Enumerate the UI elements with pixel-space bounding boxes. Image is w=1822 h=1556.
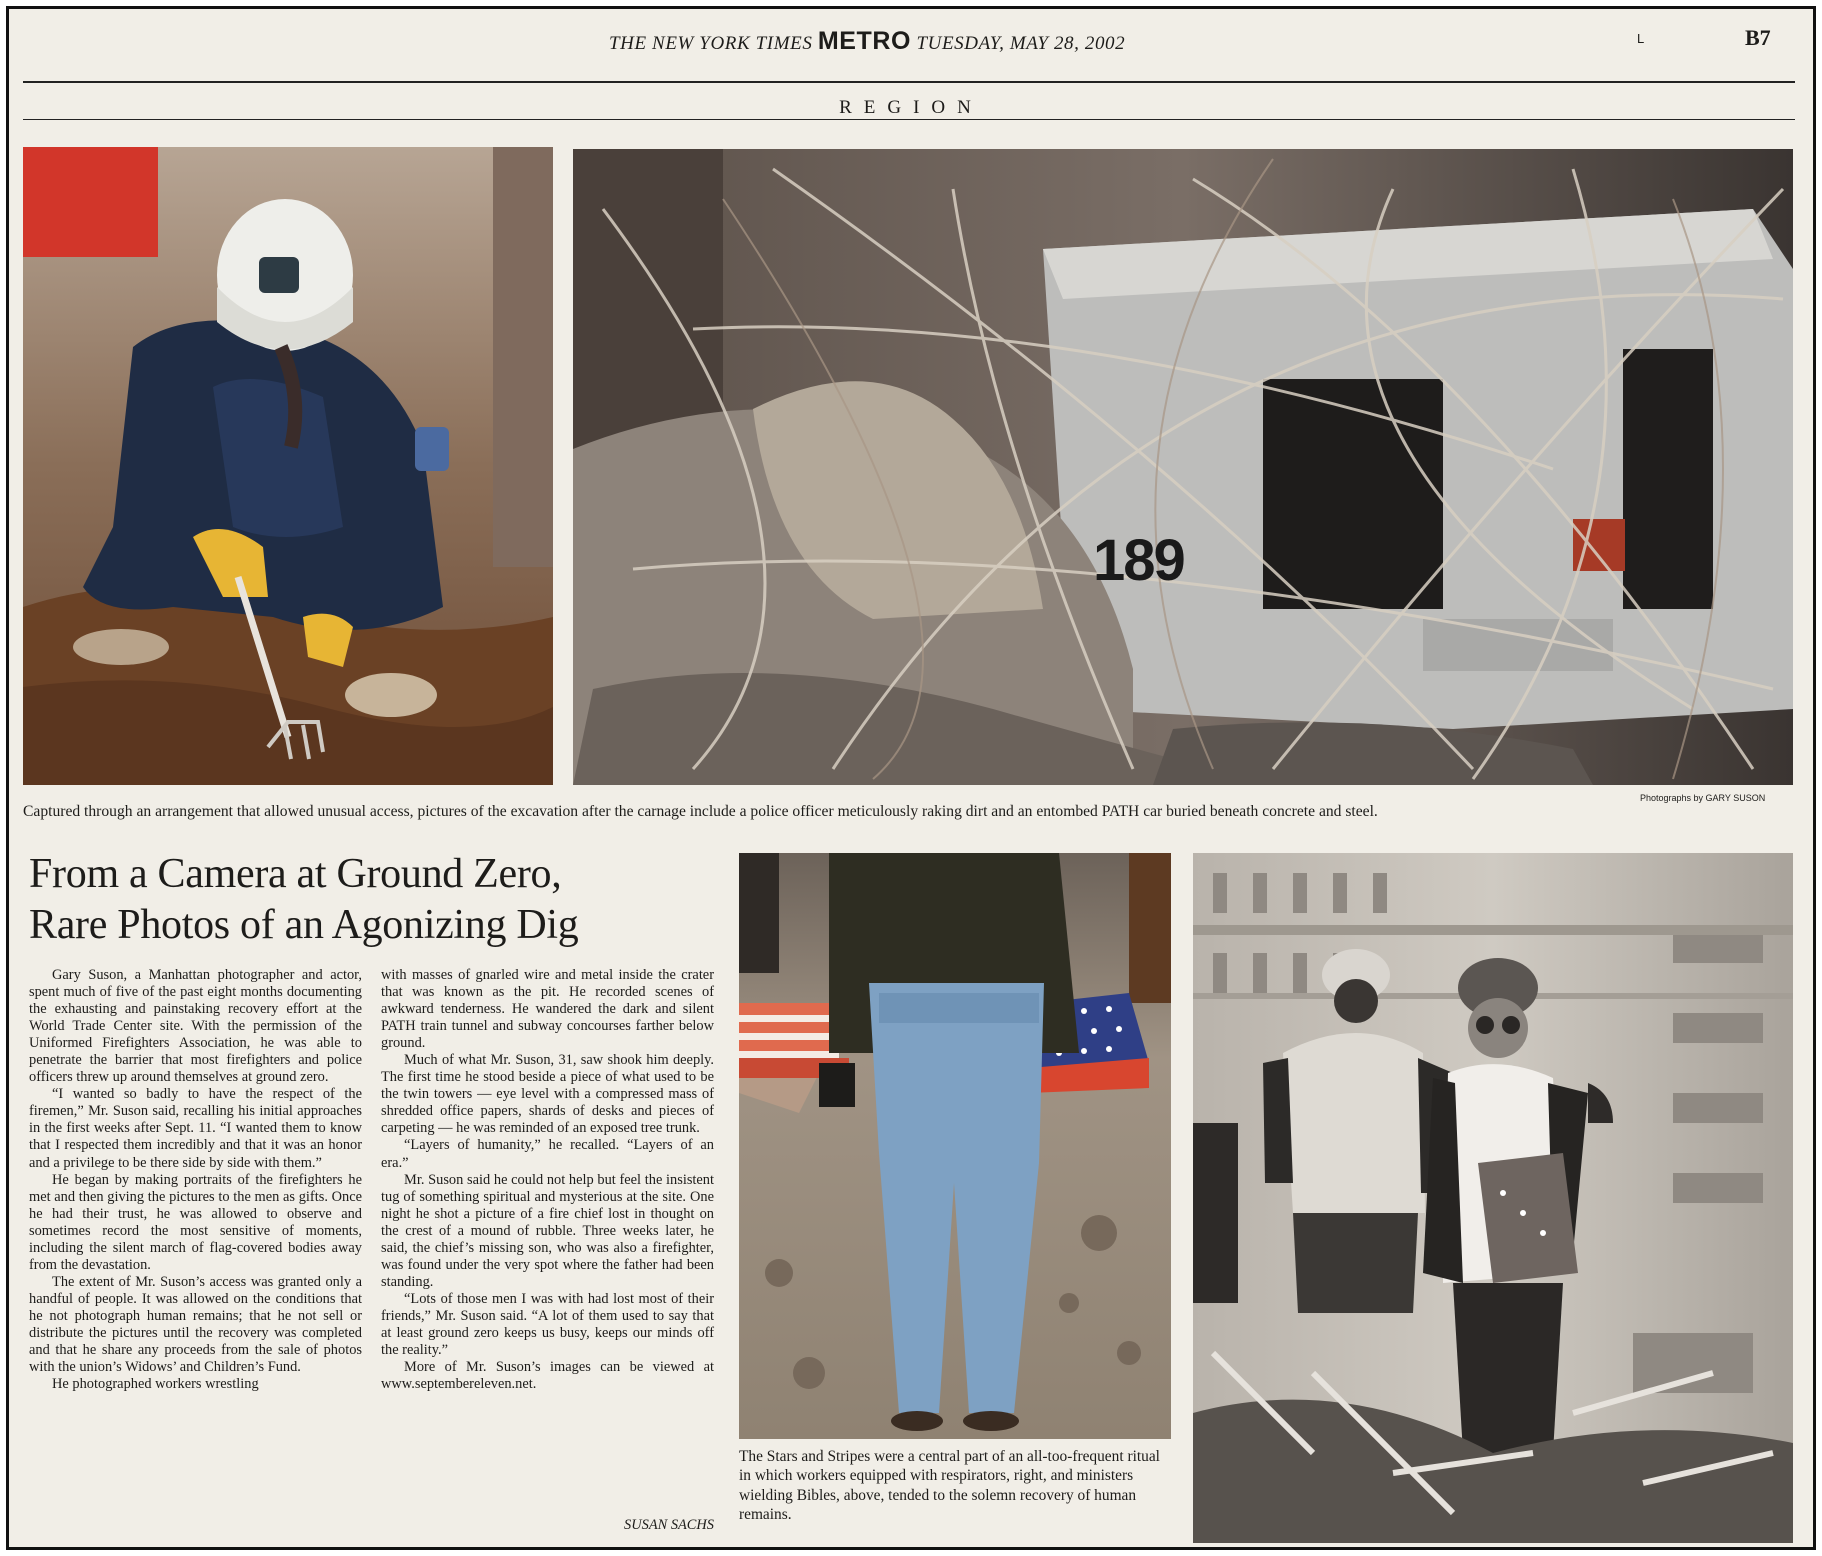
- headline-line-1: From a Camera at Ground Zero,: [29, 851, 562, 897]
- article-paragraph: The extent of Mr. Suson’s access was granted only a handful of people. It was allowed on the conditions that he not photograph human remains; that he not sell or distribute the pictures until the recovery was completed and that he share any proceeds from the sale of photos with the union’s Widows’ and Children’s Fund.: [29, 1273, 362, 1376]
- article-paragraph: More of Mr. Suson’s images can be viewed at www.septembereleven.net.: [381, 1359, 714, 1393]
- flag-stretcher-photo: [739, 853, 1171, 1439]
- officer-raking-photo: [23, 147, 553, 785]
- paper-name: THE NEW YORK TIMES: [609, 33, 813, 54]
- article-column-1: [29, 967, 362, 1393]
- article-paragraph: Mr. Suson said he could not help but feel the insistent tug of something spiritual and mysterious at the site. One night he shot a picture of a fire chief lost in thought on the crest of a mound of rubble. Three weeks later, he said, the chief’s missing son, who was also a firefighter, was found under the very spot where the father had been standing.: [381, 1171, 714, 1290]
- article-paragraph: with masses of gnarled wire and metal inside the crater that was known as the pit. He recorded scenes of awkward tenderness. He wandered the dark and silent PATH train tunnel and subway concourses farther below ground.: [381, 967, 714, 1052]
- issue-date: TUESDAY, MAY 28, 2002: [916, 33, 1126, 54]
- article-paragraph: He photographed workers wrestling: [52, 1376, 259, 1393]
- edition-mark: L: [1637, 31, 1645, 46]
- page-header: [609, 27, 1125, 56]
- article-paragraph: He began by making portraits of the firefighters he met and then giving the pictures to the men as gifts. Once he had their trust, he was allowed to observe and sometimes record the most sensitive of moments, including the silent march of flag-covered bodies away from the devastation.: [29, 1171, 362, 1273]
- newspaper-page: [6, 6, 1816, 1550]
- photo-credit: Photographs by GARY SUSON: [1640, 793, 1766, 803]
- headline: [29, 849, 729, 951]
- top-caption: Captured through an arrangement that allowed unusual access, pictures of the excavation after the carnage include a police officer meticulously raking dirt and an entombed PATH car buried beneath concrete and steel.: [23, 803, 1378, 820]
- section-name: METRO: [817, 27, 912, 55]
- byline: SUSAN SACHS: [624, 1517, 714, 1533]
- article-paragraph: “Layers of humanity,” he recalled. “Layers of an era.”: [381, 1137, 714, 1171]
- header-rule: [23, 81, 1795, 83]
- article-paragraph: Gary Suson, a Manhattan photographer and actor, spent much of five of the past eight months documenting the exhausting and painstaking recovery effort at the World Trade Center site. With the permission of the Uniformed Firefighters Association, he was able to penetrate the barrier that most firefighters and police officers threw up around themselves at ground zero.: [29, 967, 362, 1086]
- train-car-number: 189: [1093, 528, 1184, 593]
- headline-line-2: Rare Photos of an Agonizing Dig: [29, 902, 579, 948]
- article-column-2: [381, 967, 714, 1393]
- article-paragraph: “Lots of those men I was with had lost most of their friends,” Mr. Suson said. “A lot of them used to say that at least ground zero keeps us busy, keeps our minds off the reality.”: [381, 1290, 714, 1359]
- respirator-workers-photo: [1193, 853, 1793, 1543]
- region-label: REGION: [839, 97, 983, 118]
- article-paragraph: “I wanted so badly to have the respect of the firemen,” Mr. Suson said, recalling his initial approaches in the first weeks after Sept. 11. “I wanted them to know that I respected them incredibly and that it was an honor and a privilege to be there side by side with them.”: [29, 1086, 362, 1171]
- article-paragraph: Much of what Mr. Suson, 31, saw shook him deeply. The first time he stood beside a piece of what used to be the twin towers — eye level with a compressed mass of shredded office papers, shards of desks and pieces of carpeting — he was reminded of an exposed tree trunk.: [381, 1052, 714, 1137]
- region-rule: [23, 119, 1795, 120]
- path-car-photo: [573, 149, 1793, 785]
- page-number: B7: [1745, 25, 1771, 50]
- bottom-caption: The Stars and Stripes were a central part of an all-too-frequent ritual in which workers equipped with respirators, right, and ministers wielding Bibles, above, tended to the solemn recovery of human remains.: [739, 1448, 1160, 1524]
